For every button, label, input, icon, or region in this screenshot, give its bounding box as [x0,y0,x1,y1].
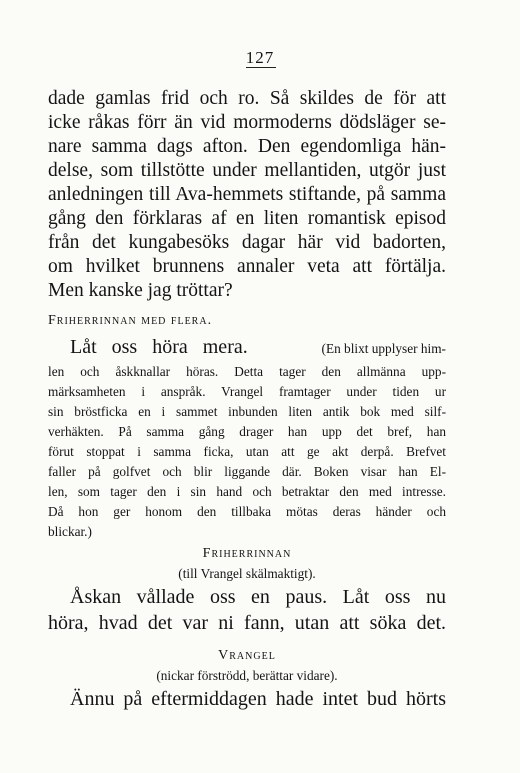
stage-direction-line: sin bröstficka en i sammet inbunden liten antik bok med silf- [48,404,446,419]
spoken-line [70,336,446,359]
spoken-line: Ännu på eftermiddagen hade intet bud hörts [70,688,446,710]
paragraph-line: delse, som tillstötte under mellantiden, utgör just [48,160,446,181]
speaker-name: Friherrinnan [202,546,292,561]
speaker-name: Friherrinnan med flera. [48,313,213,328]
speaker-name: Vrangel [218,648,276,663]
stage-direction-line: märksamheten i anspråk. Vrangel framtager under tiden ur [48,384,446,399]
stage-direction-line: förut stoppat i samma ficka, utan att ge akt derpå. Brefvet [48,444,446,459]
spoken-text: Låt oss höra mera. [70,336,248,358]
stage-direction-line: Då hon ger honom den tillbaka mötas deras händer och [48,504,446,519]
paragraph-line: från det kungabesöks dagar här vid badorten, [48,232,446,253]
paragraph-line: dade gamlas frid och ro. Så skildes de för att [48,88,446,109]
paragraph-line: nare samma dags afton. Den egendomliga hän- [48,136,446,157]
page-number-underline [246,67,276,68]
stage-direction-line: len, som tager den i sin hand och betraktar den med intresse. [48,484,446,499]
stage-direction: (till Vrangel skälmaktigt). [178,566,316,581]
spoken-line: Åskan vållade oss en paus. Låt oss nu [70,586,446,608]
stage-direction-line: blickar.) [48,524,92,539]
stage-direction-line: len och åskknallar höras. Detta tager den allmänna upp- [48,364,446,379]
paragraph-line: om hvilket brunnens annaler veta att förtälja. [48,256,446,277]
stage-direction-line: faller på golfvet och blir liggande där. Boken visar han El- [48,464,446,479]
page-number: 127 [245,48,275,67]
stage-direction: (nickar förströdd, berättar vidare). [156,668,338,683]
paragraph-line: Men kanske jag tröttar? [48,280,233,301]
stage-direction-start: (En blixt upplyser him- [321,341,446,356]
paragraph-line: anledningen till Ava-hemmets stiftande, på samma [48,184,446,205]
spoken-line: höra, hvad det var ni fann, utan att söka det. [48,612,446,634]
paragraph-line: icke råkas förr än vid mormoderns dödsläger se- [48,112,446,133]
paragraph-line: gång den förklaras af en liten romantisk episod [48,208,446,229]
stage-direction-line: verhäkten. På samma gång drager han upp det bref, han [48,424,446,439]
